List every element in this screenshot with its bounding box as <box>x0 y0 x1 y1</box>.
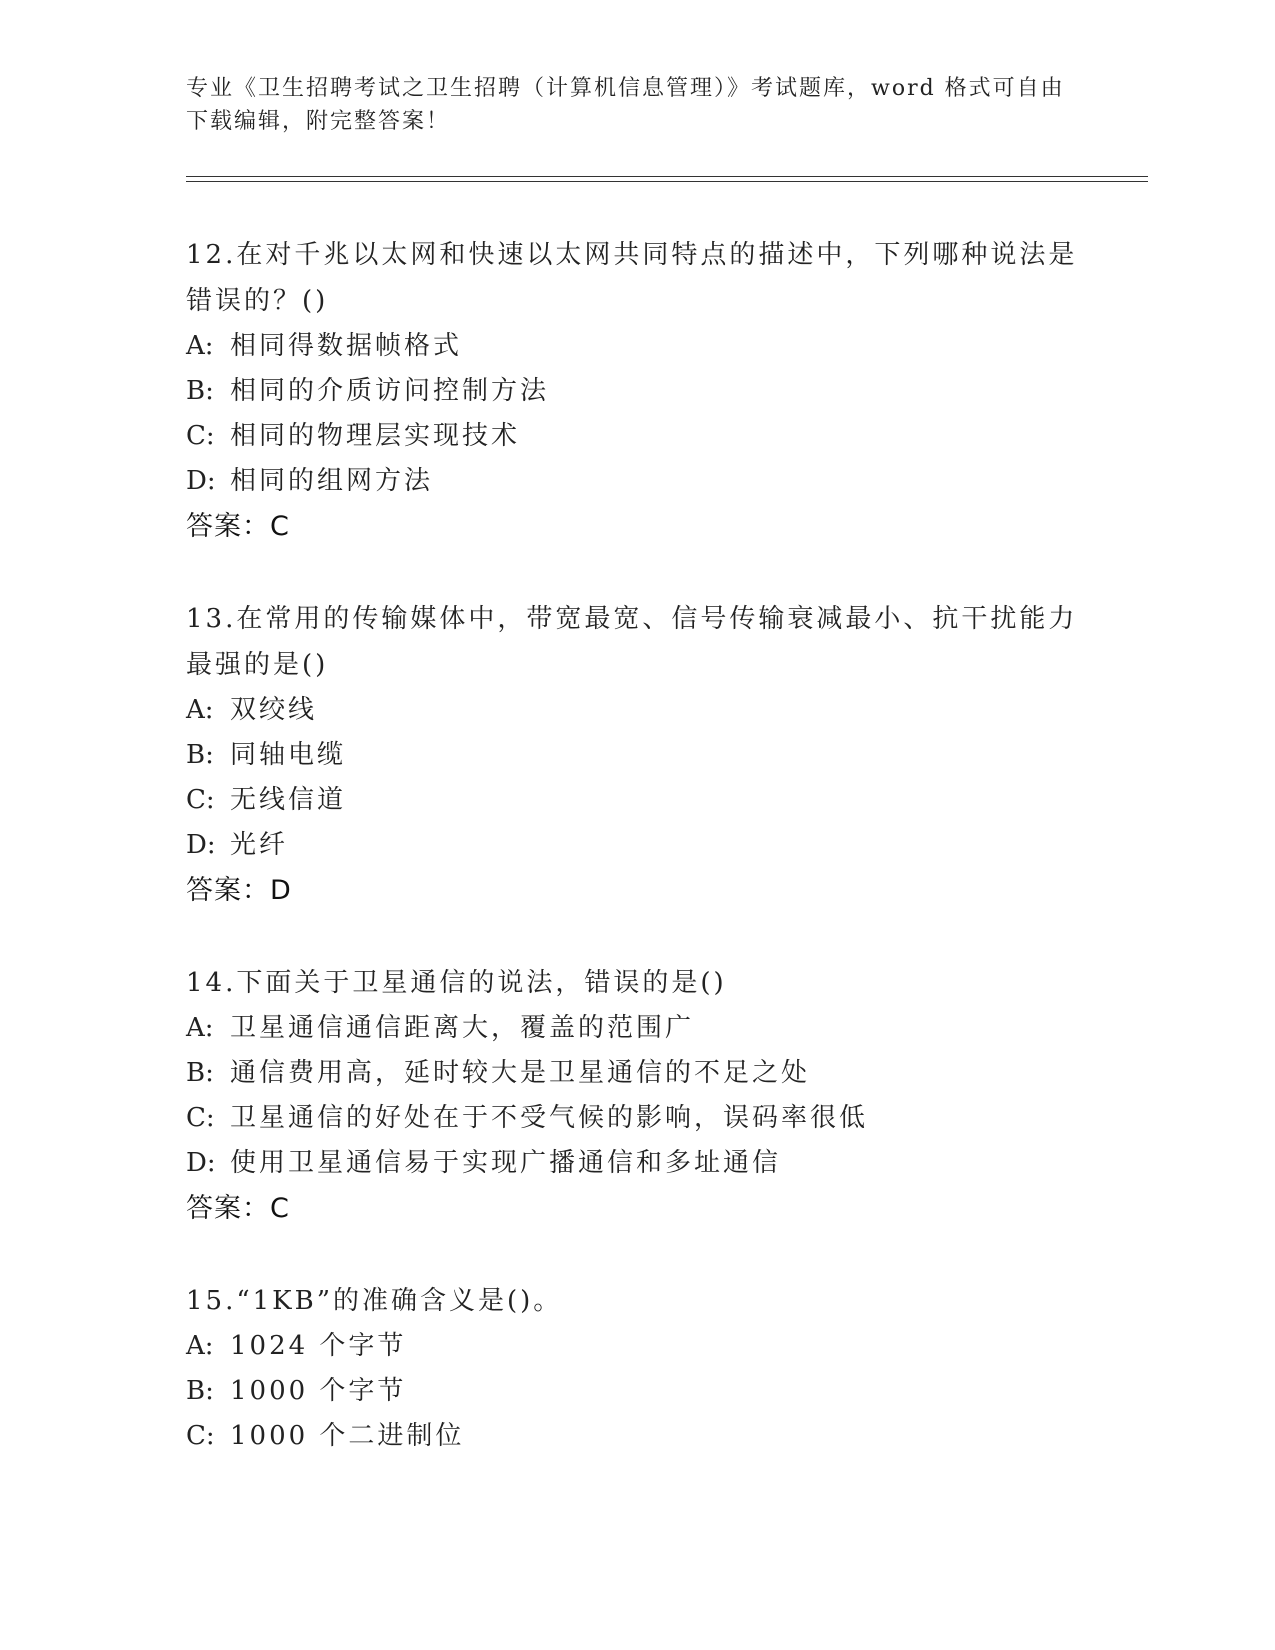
option-text: 1000 个二进制位 <box>230 1421 465 1451</box>
option-key: D: <box>186 1148 216 1178</box>
option-key: C: <box>186 785 215 815</box>
option-b <box>186 1051 1086 1096</box>
option-text: 卫星通信通信距离大，覆盖的范围广 <box>230 1013 695 1043</box>
option-key: C: <box>186 1103 215 1133</box>
option-key: B: <box>186 376 214 406</box>
option-text: 相同的物理层实现技术 <box>230 421 521 451</box>
option-key: B: <box>186 1376 214 1406</box>
option-text: 相同的介质访问控制方法 <box>230 376 550 406</box>
option-key: A: <box>186 1013 214 1043</box>
option-key: B: <box>186 740 214 770</box>
option-text: 卫星通信的好处在于不受气候的影响，误码率很低 <box>230 1103 869 1133</box>
option-key: B: <box>186 1058 214 1088</box>
option-text: 相同的组网方法 <box>230 466 434 496</box>
option-key: A: <box>186 331 214 361</box>
option-a <box>186 1324 1086 1369</box>
header-divider-top <box>186 176 1148 177</box>
option-d <box>186 823 1086 868</box>
answer-line: 答案：C <box>186 1193 290 1224</box>
option-key: D: <box>186 466 216 496</box>
question-stem: 12.在对千兆以太网和快速以太网共同特点的描述中，下列哪种说法是错误的？() <box>186 240 1078 316</box>
answer-line: 答案：D <box>186 875 292 906</box>
option-c <box>186 414 1086 459</box>
question-12 <box>186 232 1086 550</box>
option-key: D: <box>186 830 216 860</box>
option-text: 相同得数据帧格式 <box>230 331 463 361</box>
option-key: C: <box>186 1421 215 1451</box>
option-d <box>186 459 1086 504</box>
question-15 <box>186 1278 1086 1459</box>
option-c <box>186 778 1086 823</box>
question-stem: 14.下面关于卫星通信的说法，错误的是() <box>186 968 727 998</box>
question-14 <box>186 960 1086 1232</box>
option-text: 双绞线 <box>230 695 318 725</box>
header-divider-bottom <box>186 181 1148 182</box>
option-c <box>186 1414 1086 1459</box>
option-a <box>186 324 1086 369</box>
option-a <box>186 1006 1086 1051</box>
option-a <box>186 688 1086 733</box>
option-text: 光纤 <box>230 830 289 860</box>
option-text: 同轴电缆 <box>230 740 347 770</box>
option-text: 1000 个字节 <box>230 1376 407 1406</box>
question-stem: 13.在常用的传输媒体中，带宽最宽、信号传输衰减最小、抗干扰能力最强的是() <box>186 604 1078 680</box>
option-b <box>186 733 1086 778</box>
option-b <box>186 1369 1086 1414</box>
option-text: 无线信道 <box>230 785 347 815</box>
option-d <box>186 1141 1086 1186</box>
option-key: C: <box>186 421 215 451</box>
option-key: A: <box>186 1331 214 1361</box>
question-13 <box>186 596 1086 914</box>
question-stem: 15.“1KB”的准确含义是()。 <box>186 1286 563 1316</box>
document-intro: 专业《卫生招聘考试之卫生招聘（计算机信息管理）》考试题库，word 格式可自由下载编辑，附完整答案！ <box>186 76 1065 134</box>
option-text: 通信费用高，延时较大是卫星通信的不足之处 <box>230 1058 811 1088</box>
option-c <box>186 1096 1086 1141</box>
option-text: 1024 个字节 <box>230 1331 407 1361</box>
option-text: 使用卫星通信易于实现广播通信和多址通信 <box>230 1148 782 1178</box>
option-b <box>186 369 1086 414</box>
answer-line: 答案：C <box>186 511 290 542</box>
option-key: A: <box>186 695 214 725</box>
